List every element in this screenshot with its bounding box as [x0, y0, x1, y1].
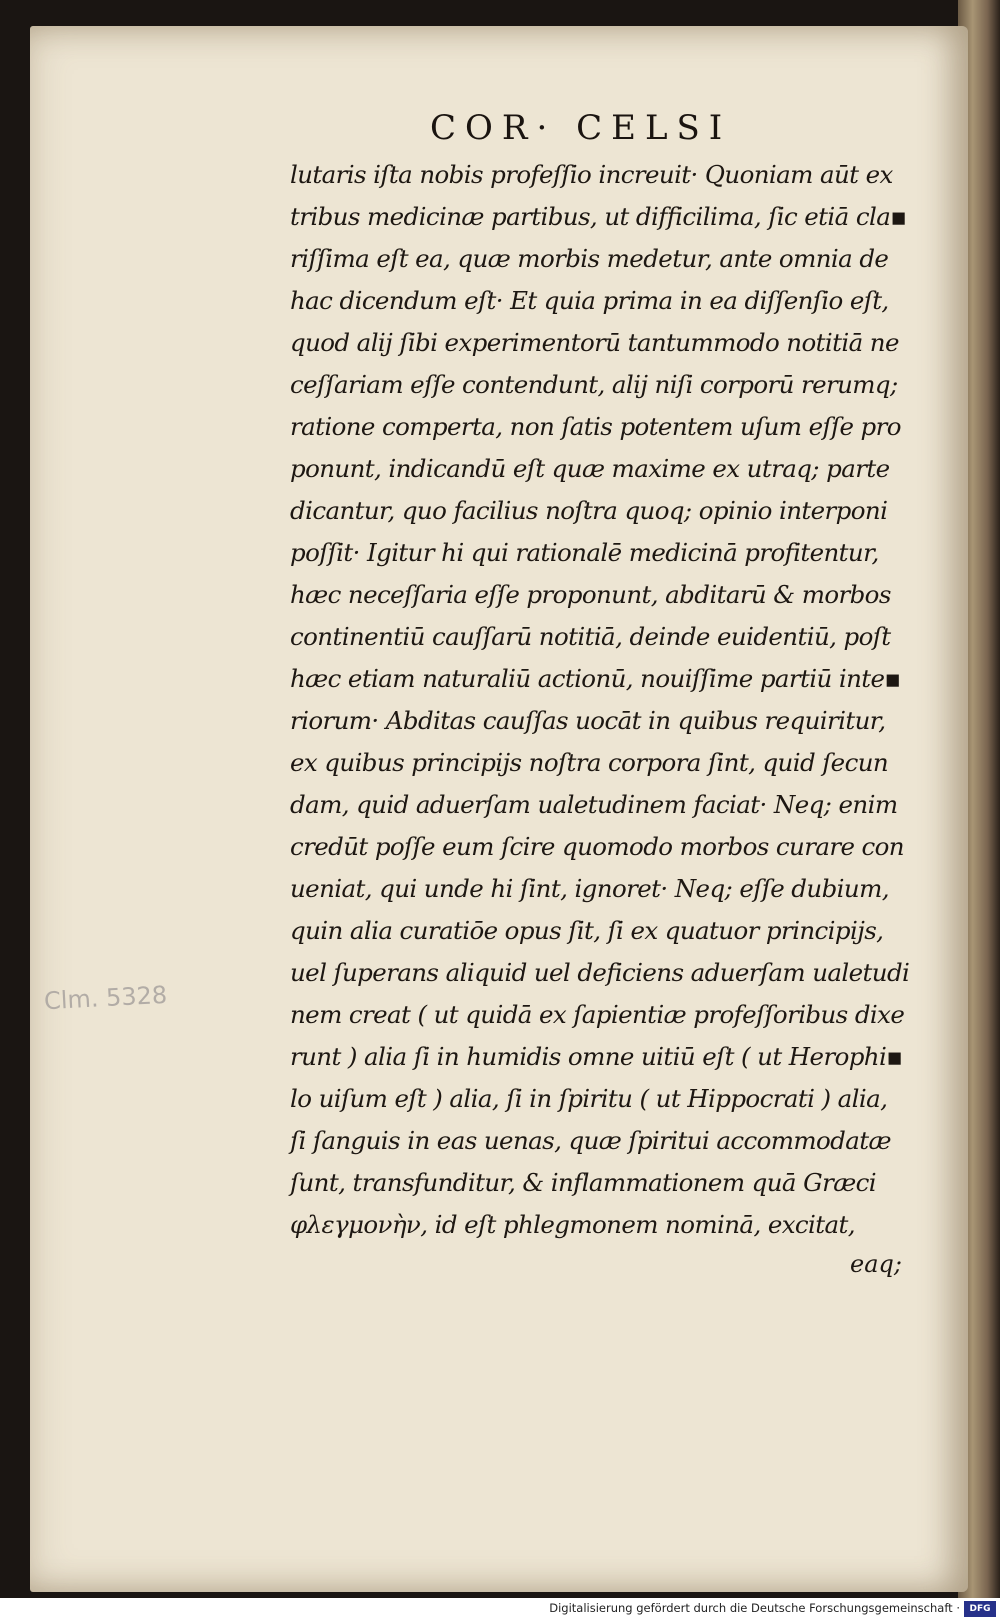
- text-line: credūt poſſe eum ſcire quomodo morbos curare con: [290, 832, 904, 861]
- text-line: φλεγμονὴν, id eſt phlegmonem nominā, excitat,: [290, 1210, 855, 1239]
- text-line: ceſſariam eſſe contendunt, alij niſi corporū rerumq;: [290, 370, 898, 399]
- text-line: lo uiſum eſt ) alia, ſi in ſpiritu ( ut Hippocrati ) alia,: [290, 1084, 888, 1113]
- text-line: quin alia curatiōe opus ſit, ſi ex quatuor principijs,: [290, 916, 884, 945]
- text-line: poſſit· Igitur hi qui rationalē medicinā profitentur,: [290, 538, 879, 567]
- text-line: tribus medicinæ partibus, ut difficilima, ſic etiā cla▪: [290, 202, 907, 231]
- running-head: COR· CELSI: [430, 108, 732, 148]
- text-line: hæc neceſſaria eſſe proponunt, abditarū & morbos: [290, 580, 891, 609]
- catchword: eaq;: [850, 1250, 902, 1278]
- text-line: dicantur, quo facilius noſtra quoq; opinio interponi: [290, 496, 888, 525]
- dfg-logo: DFG: [964, 1601, 996, 1617]
- text-line: continentiū cauſſarū notitiā, deinde euidentiū, poſt: [290, 622, 891, 651]
- text-line: ex quibus principijs noſtra corpora ſint, quid ſecun: [290, 748, 889, 777]
- text-line: hac dicendum eſt· Et quia prima in ea diſſenſio eſt,: [290, 286, 889, 315]
- text-line: dam, quid aduerſam ualetudinem faciat· Neq; enim: [290, 790, 898, 819]
- text-line: ratione comperta, non ſatis potentem uſum eſſe pro: [290, 412, 901, 441]
- shelfmark-annotation: Clm. 5328: [43, 980, 168, 1016]
- text-line: ſi ſanguis in eas uenas, quæ ſpiritui accommodatæ: [290, 1126, 891, 1155]
- text-line: ponunt, indicandū eſt quæ maxime ex utraq; parte: [290, 454, 890, 483]
- text-line: nem creat ( ut quidā ex ſapientiæ profeſſoribus dixe: [290, 1000, 905, 1029]
- text-line: uel ſuperans aliquid uel deficiens aduerſam ualetudi: [290, 958, 910, 987]
- text-line: hæc etiam naturaliū actionū, nouiſſime partiū inte▪: [290, 664, 901, 693]
- text-line: lutaris iſta nobis profeſſio increuit· Quoniam aūt ex: [290, 160, 893, 189]
- text-line: runt ) alia ſi in humidis omne uitiū eſt ( ut Herophi▪: [290, 1042, 903, 1071]
- text-line: ueniat, qui unde hi ſint, ignoret· Neq; eſſe dubium,: [290, 874, 889, 903]
- text-line: riorum· Abditas cauſſas uocāt in quibus requiritur,: [290, 706, 886, 735]
- text-line: quod alij ſibi experimentorū tantummodo notitiā ne: [290, 328, 899, 357]
- text-line: ſunt, transfunditur, & inflammationem quā Græci: [290, 1168, 876, 1197]
- text-line: riſſima eſt ea, quæ morbis medetur, ante omnia de: [290, 244, 889, 273]
- funding-credit: Digitalisierung gefördert durch die Deutsche Forschungsgemeinschaft ·: [549, 1601, 960, 1615]
